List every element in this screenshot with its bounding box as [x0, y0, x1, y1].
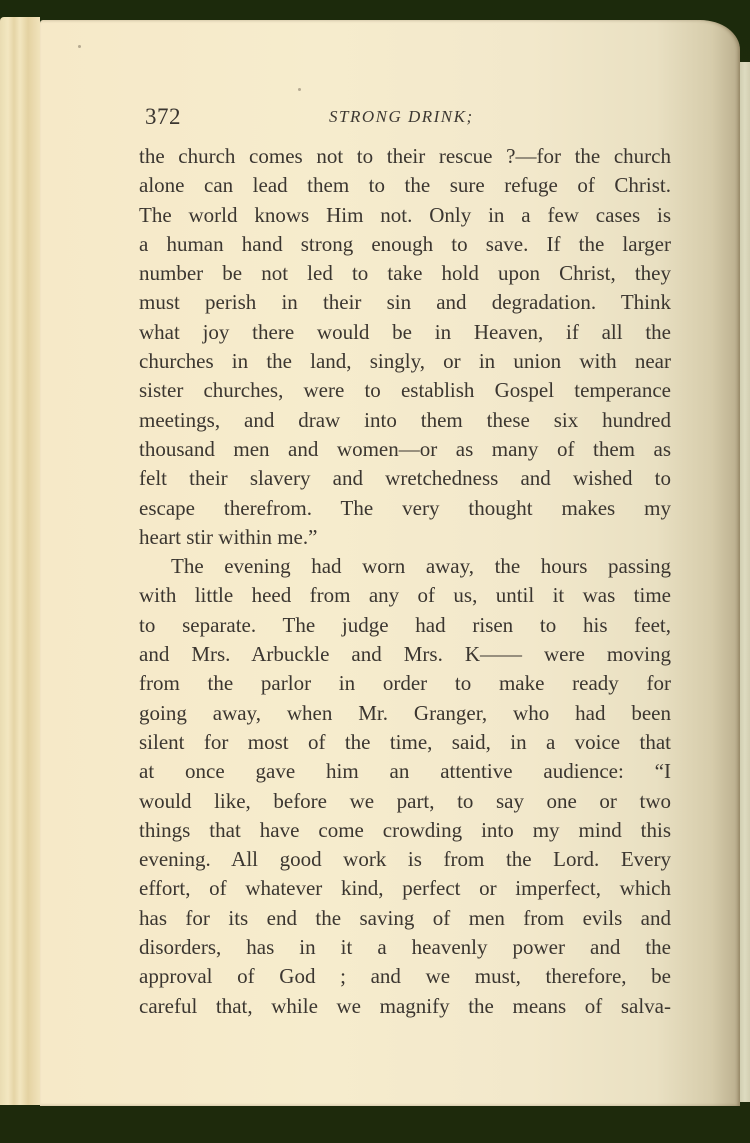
- text-line: silent for most of the time, said, in a voice that: [139, 729, 671, 754]
- text-line: approval of God ; and we must, therefore, be: [139, 964, 671, 989]
- text-line: disorders, has in it a heavenly power and the: [139, 935, 671, 960]
- text-line: sister churches, were to establish Gospel temperance: [139, 378, 671, 403]
- paper-speck: [298, 88, 301, 91]
- running-title: STRONG DRINK;: [329, 107, 474, 126]
- text-line: a human hand strong enough to save. If the larger: [139, 231, 671, 256]
- text-line: at once gave him an attentive audience: “I: [139, 759, 671, 784]
- text-line: careful that, while we magnify the means of salva-: [139, 993, 671, 1018]
- text-line: evening. All good work is from the Lord. Every: [139, 847, 671, 872]
- text-line: must perish in their sin and degradation. Think: [139, 290, 671, 315]
- body-text: [139, 142, 671, 1021]
- text-line: to separate. The judge had risen to his feet,: [139, 612, 671, 637]
- text-line: things that have come crowding into my mind this: [139, 817, 671, 842]
- text-line: going away, when Mr. Granger, who had been: [139, 700, 671, 725]
- text-line: felt their slavery and wretchedness and wished to: [139, 466, 671, 491]
- page-number: 372: [145, 104, 181, 129]
- paper-speck: [78, 45, 81, 48]
- text-line: heart stir within me.”: [139, 524, 318, 549]
- text-line: what joy there would be in Heaven, if all the: [139, 319, 671, 344]
- text-line: the church comes not to their rescue ?—for the church: [139, 144, 671, 168]
- running-head: [145, 104, 675, 134]
- text-line: has for its end the saving of men from evils and: [139, 905, 671, 930]
- text-line: churches in the land, singly, or in union with near: [139, 349, 671, 374]
- text-line: and Mrs. Arbuckle and Mrs. K—— were moving: [139, 642, 671, 667]
- text-line: meetings, and draw into them these six hundred: [139, 407, 671, 432]
- text-line: number be not led to take hold upon Christ, they: [139, 261, 671, 286]
- text-line: would like, before we part, to say one or two: [139, 788, 671, 813]
- text-line: thousand men and women—or as many of them as: [139, 436, 671, 461]
- page-stack-edges: [0, 17, 40, 1105]
- text-line: The world knows Him not. Only in a few cases is: [139, 202, 671, 227]
- text-line: alone can lead them to the sure refuge of Christ.: [139, 173, 671, 198]
- paragraph-start-line: The evening had worn away, the hours passing: [171, 554, 671, 579]
- text-line: escape therefrom. The very thought makes my: [139, 495, 671, 520]
- text-line: with little heed from any of us, until it was time: [139, 583, 671, 608]
- text-line: effort, of whatever kind, perfect or imperfect, which: [139, 876, 671, 901]
- text-line: from the parlor in order to make ready for: [139, 671, 671, 696]
